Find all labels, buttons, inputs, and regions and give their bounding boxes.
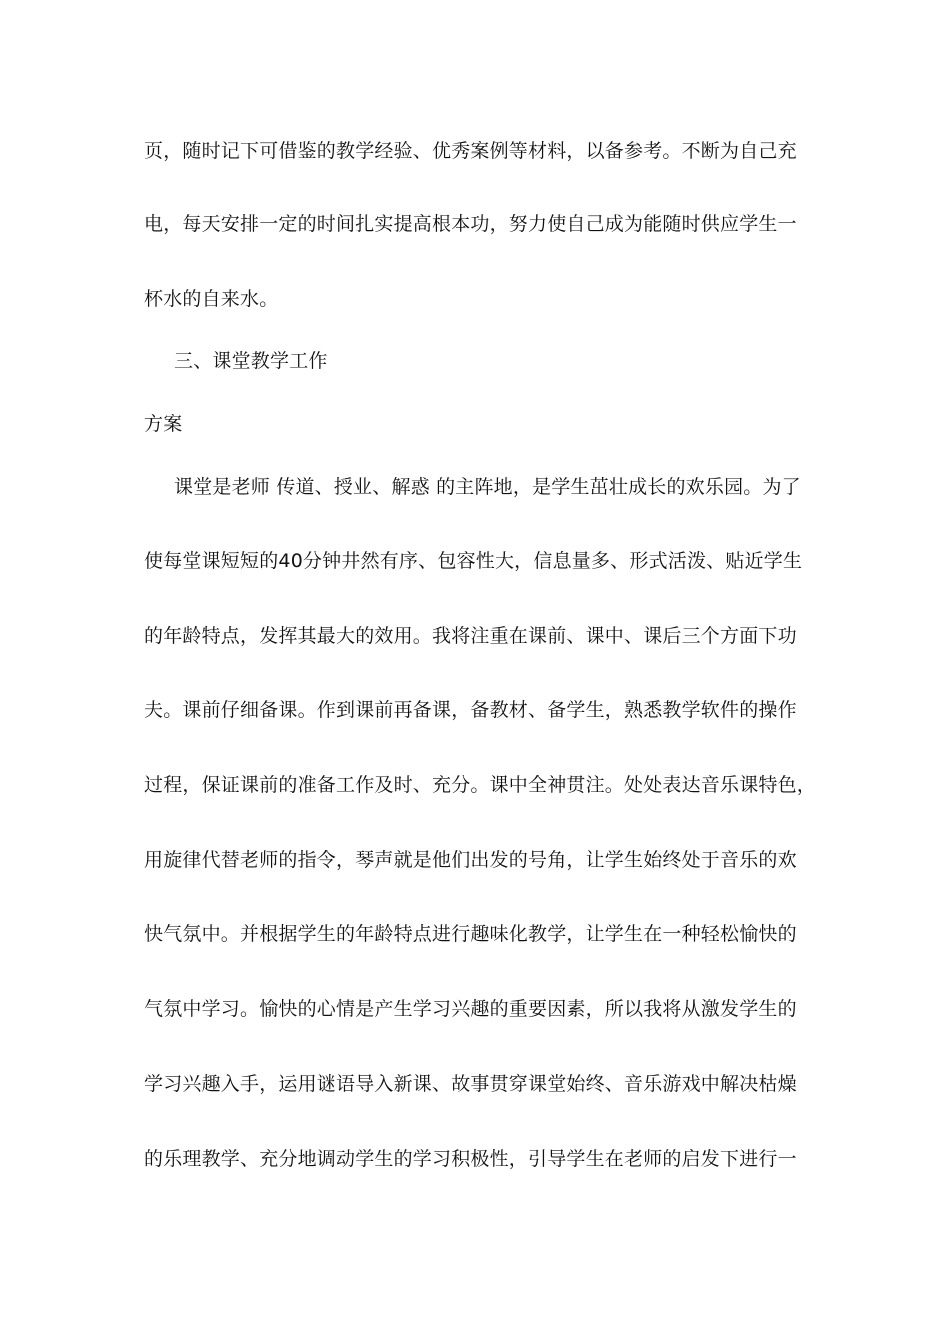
paragraph-line: 杯水的自来水。 [144, 288, 279, 310]
paragraph-line: 课堂是老师 传道、授业、解惑 的主阵地，是学生茁壮成长的欢乐园。为了 [174, 476, 801, 498]
paragraph-line: 的年龄特点，发挥其最大的效用。我将注重在课前、课中、课后三个方面下功 [144, 625, 797, 647]
paragraph-line: 夫。课前仔细备课。作到课前再备课，备教材、备学生，熟悉教学软件的操作 [144, 699, 797, 721]
paragraph-line: 快气氛中。并根据学生的年龄特点进行趣味化教学，让学生在一种轻松愉快的 [144, 923, 797, 945]
paragraph-line: 电，每天安排一定的时间扎实提高根本功，努力使自己成为能随时供应学生一 [144, 213, 797, 235]
paragraph-line: 的乐理教学、充分地调动学生的学习积极性，引导学生在老师的启发下进行一 [144, 1148, 797, 1170]
paragraph-line: 使每堂课短短的40分钟井然有序、包容性大，信息量多、形式活泼、贴近学生 [144, 550, 803, 572]
paragraph-line: 页，随时记下可借鉴的教学经验、优秀案例等材料，以备参考。不断为自己充 [144, 140, 797, 162]
paragraph-line: 气氛中学习。愉快的心情是产生学习兴趣的重要因素，所以我将从激发学生的 [144, 998, 797, 1020]
section-heading: 三、课堂教学工作 [174, 350, 328, 372]
paragraph-line: 用旋律代替老师的指令，琴声就是他们出发的号角，让学生始终处于音乐的欢 [144, 849, 797, 871]
section-subheading: 方案 [144, 413, 183, 435]
paragraph-line: 过程，保证课前的准备工作及时、充分。课中全神贯注。处处表达音乐课特色， [144, 774, 817, 796]
paragraph-line: 学习兴趣入手，运用谜语导入新课、故事贯穿课堂始终、音乐游戏中解决枯燥 [144, 1073, 797, 1095]
